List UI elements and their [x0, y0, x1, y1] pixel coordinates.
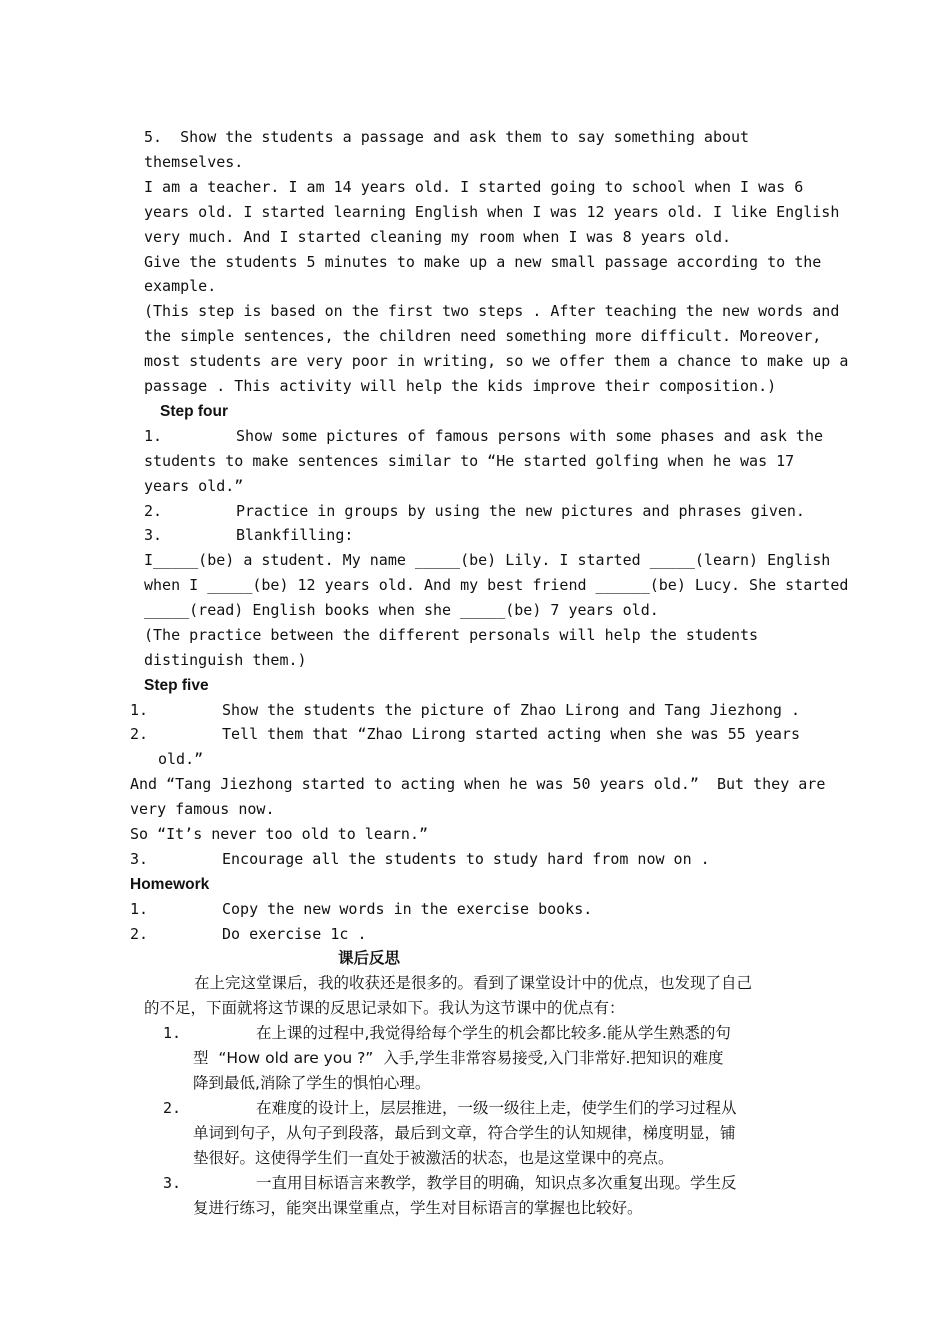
blank-filling-line: when I _____(be) 12 years old. And my best friend ______(be) Lucy. She started: [144, 576, 849, 594]
step-four-heading: Step four: [160, 403, 229, 420]
note-line: distinguish them.): [144, 651, 307, 669]
reflection-item-line: 在上课的过程中,我觉得给每个学生的机会都比较多.能从学生熟悉的句: [256, 1024, 731, 1042]
list-item-text: Show some pictures of famous persons with some phases and ask the: [236, 427, 823, 445]
list-number: 1.: [130, 701, 149, 719]
list-item-text: Practice in groups by using the new pictures and phrases given.: [236, 502, 805, 520]
list-item-text: Encourage all the students to study hard from now on .: [222, 850, 710, 868]
list-item-text: Show the students the picture of Zhao Lirong and Tang Jiezhong .: [222, 701, 800, 719]
paragraph-line: very famous now.: [130, 800, 275, 818]
step-five-heading: Step five: [144, 677, 209, 694]
list-number: 2.: [130, 925, 149, 943]
reflection-paragraph-line: 在上完这堂课后，我的收获还是很多的。看到了课堂设计中的优点，也发现了自己: [194, 974, 753, 992]
paragraph-line: And “Tang Jiezhong started to acting when he was 50 years old.” But they are: [130, 775, 826, 793]
list-number: 3.: [163, 1174, 182, 1192]
list-number: 2.: [163, 1099, 182, 1117]
reflection-item-line: 一直用目标语言来教学，教学目的明确，知识点多次重复出现。学生反: [256, 1174, 737, 1192]
list-item-text: Copy the new words in the exercise books.: [222, 900, 593, 918]
list-number: 3.: [144, 526, 163, 544]
instruction-line: example.: [144, 277, 217, 295]
list-item-text: Do exercise 1c .: [222, 925, 367, 943]
example-passage-line: I am a teacher. I am 14 years old. I started going to school when I was 6: [144, 178, 804, 196]
example-passage-line: years old. I started learning English when I was 12 years old. I like English: [144, 203, 840, 221]
homework-heading: Homework: [130, 876, 210, 893]
list-item-text: students to make sentences similar to “He started golfing when he was 17: [144, 452, 795, 470]
reflection-paragraph-line: 的不足，下面就将这节课的反思记录如下。我认为这节课中的优点有：: [144, 999, 625, 1017]
note-line: (The practice between the different personals will help the students: [144, 626, 759, 644]
step5-line: 5. Show the students a passage and ask them to say something about: [144, 128, 750, 146]
list-number: 1.: [144, 427, 163, 445]
list-number: 2.: [130, 725, 149, 743]
list-number: 1.: [130, 900, 149, 918]
list-item-text: Blankfilling:: [236, 526, 354, 544]
instruction-line: Give the students 5 minutes to make up a new small passage according to the: [144, 253, 822, 271]
blank-filling-line: I_____(be) a student. My name _____(be) Lily. I started _____(learn) English: [144, 551, 831, 569]
blank-filling-line: _____(read) English books when she _____(be) 7 years old.: [144, 601, 659, 619]
list-item-text: old.”: [158, 750, 204, 768]
reflection-item-line: 在难度的设计上，层层推进，一级一级往上走，使学生们的学习过程从: [256, 1099, 737, 1117]
step5-line: themselves.: [144, 153, 244, 171]
list-number: 1.: [163, 1024, 182, 1042]
rationale-line: passage . This activity will help the kids improve their composition.): [144, 377, 777, 395]
paragraph-line: So “It’s never too old to learn.”: [130, 825, 429, 843]
list-item-text: Tell them that “Zhao Lirong started acting when she was 55 years: [222, 725, 800, 743]
reflection-item-line: 单词到句子，从句子到段落，最后到文章，符合学生的认知规律，梯度明显，铺: [193, 1124, 736, 1142]
reflection-title: 课后反思: [338, 949, 401, 967]
reflection-item-line: 复进行练习，能突出课堂重点，学生对目标语言的掌握也比较好。: [193, 1199, 643, 1217]
list-number: 2.: [144, 502, 163, 520]
reflection-item-line: 降到最低,消除了学生的惧怕心理。: [193, 1074, 431, 1092]
list-number: 3.: [130, 850, 149, 868]
example-passage-line: very much. And I started cleaning my room when I was 8 years old.: [144, 228, 731, 246]
reflection-item-line: 垫很好。这使得学生们一直处于被激活的状态，也是这堂课中的亮点。: [193, 1149, 674, 1167]
rationale-line: most students are very poor in writing, so we offer them a chance to make up a: [144, 352, 849, 370]
reflection-item-line: 型 “How old are you ?” 入手,学生非常容易接受,入门非常好.把知识的难度: [193, 1049, 724, 1067]
list-item-text: years old.”: [144, 477, 244, 495]
rationale-line: (This step is based on the first two steps . After teaching the new words and: [144, 302, 840, 320]
rationale-line: the simple sentences, the children need something more difficult. Moreover,: [144, 327, 822, 345]
